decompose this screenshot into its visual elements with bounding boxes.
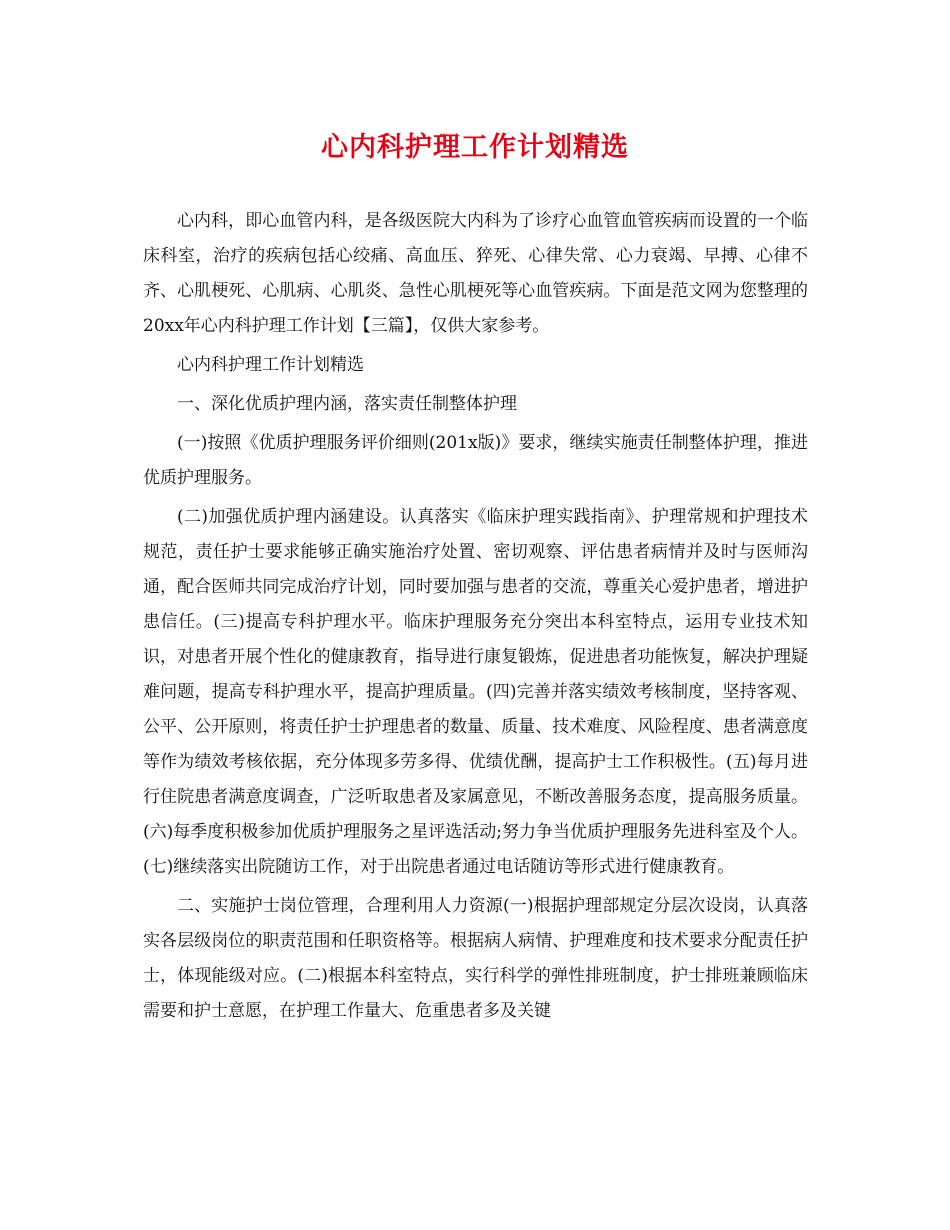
document-title: 心内科护理工作计划精选 <box>321 132 629 163</box>
item-paragraph-2: (二)加强优质护理内涵建设。认真落实《临床护理实践指南》、护理常规和护理技术规范，责任护士要求能够正确实施治疗处置、密切观察、评估患者病情并及时与医师沟通，配合医师共同完成治疗计划，同时要加强与患者的交流，尊重关心爱护患者，增进护患信任。(三)提高专科护理水平。临床护理服务充分突出本科室特点，运用专业技术知识，对患者开展个性化的健康教育，指导进行康复锻炼，促进患者功能恢复，解决护理疑难问题，提高专科护理水平，提高护理质量。(四)完善并落实绩效考核制度，坚持客观、公平、公开原则，将责任护士护理患者的数量、质量、技术难度、风险程度、患者满意度等作为绩效考核依据，充分体现多劳多得、优绩优酬，提高护士工作积极性。(五)每月进行住院患者满意度调查，广泛听取患者及家属意见，不断改善服务态度，提高服务质量。(六)每季度积极参加优质护理服务之星评选活动;努力争当优质护理服务先进科室及个人。(七)继续落实出院随访工作，对于出院患者通过电话随访等形式进行健康教育。 <box>143 507 808 877</box>
document-body <box>143 204 808 1033</box>
item-paragraph-1: (一)按照《优质护理服务评价细则(201x版)》要求，继续实施责任制整体护理，推进优质护理服务。 <box>143 433 808 488</box>
intro-paragraph: 心内科，即心血管内科，是各级医院大内科为了诊疗心血管血管疾病而设置的一个临床科室，治疗的疾病包括心绞痛、高血压、猝死、心律失常、心力衰竭、早搏、心律不齐、心肌梗死、心肌病、心肌炎、急性心肌梗死等心血管疾病。下面是范文网为您整理的20xx年心内科护理工作计划【三篇】，仅供大家参考。 <box>143 211 808 336</box>
section-two-paragraph: 二、实施护士岗位管理，合理利用人力资源(一)根据护理部规定分层次设岗，认真落实各层级岗位的职责范围和任职资格等。根据病人病情、护理难度和技术要求分配责任护士，体现能级对应。(二)根据本科室特点，实行科学的弹性排班制度，护士排班兼顾临床需要和护士意愿，在护理工作量大、危重患者多及关键 <box>143 896 808 1021</box>
section-heading: 心内科护理工作计划精选 <box>177 355 364 375</box>
subsection-heading-1: 一、深化优质护理内涵，落实责任制整体护理 <box>177 394 517 414</box>
